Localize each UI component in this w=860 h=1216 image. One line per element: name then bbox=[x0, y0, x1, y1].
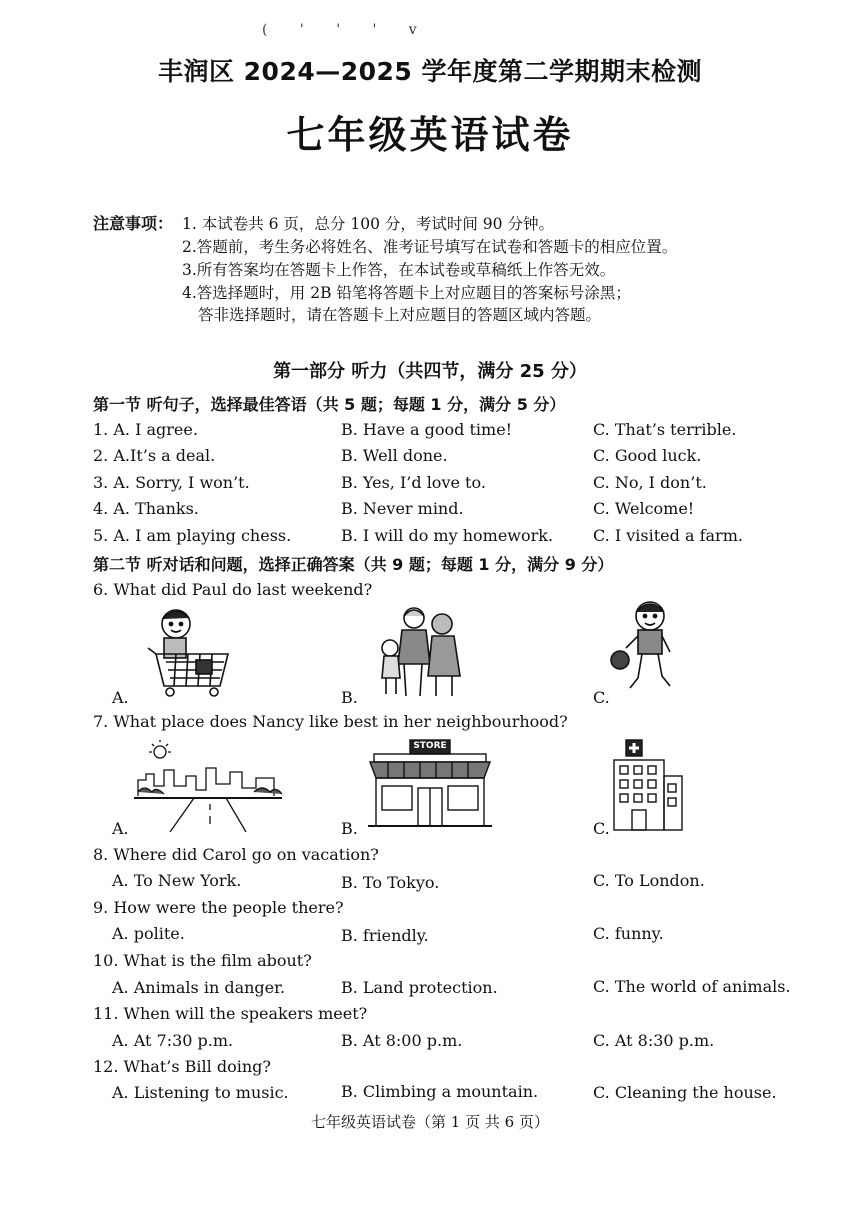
exam-title: 丰润区 2024—2025 学年度第二学期期末检测 bbox=[157, 57, 703, 86]
option-c: C. Welcome! bbox=[593, 499, 695, 518]
notice-item: 3.所有答案均在答题卡上作答，在本试卷或草稿纸上作答无效。 bbox=[182, 261, 616, 279]
option-b: B. Climbing a mountain. bbox=[341, 1082, 539, 1101]
option-a: 1. A. I agree. bbox=[93, 420, 198, 439]
picture-label: C. bbox=[593, 819, 610, 838]
exam-subtitle: 七年级英语试卷 bbox=[286, 113, 574, 157]
option-b: B. Land protection. bbox=[341, 978, 498, 997]
option-a: A. polite. bbox=[112, 924, 185, 943]
option-b: B. friendly. bbox=[341, 926, 429, 945]
notice-item: 1. 本试卷共 6 页，总分 100 分，考试时间 90 分钟。 bbox=[182, 215, 554, 233]
option-b: B. To Tokyo. bbox=[341, 873, 440, 892]
option-c: C. No, I don’t. bbox=[593, 473, 707, 492]
boy-basketball-picture bbox=[606, 598, 686, 698]
notice-item: 2.答题前，考生务必将姓名、准考证号填写在试卷和答题卡的相应位置。 bbox=[182, 238, 678, 256]
question-stem: 11. When will the speakers meet? bbox=[93, 1004, 368, 1023]
option-b: B. Well done. bbox=[341, 446, 448, 465]
picture-label: C. bbox=[593, 688, 610, 707]
notice-item: 4.答选择题时，用 2B 铅笔将答题卡上对应题目的答案标号涂黑； bbox=[182, 284, 631, 302]
part-title: 第一部分 听力（共四节，满分 25 分） bbox=[273, 361, 587, 382]
option-c: C. funny. bbox=[593, 924, 664, 943]
option-b: B. Yes, I’d love to. bbox=[341, 473, 486, 492]
store-picture bbox=[364, 738, 496, 832]
store-sign: STORE bbox=[413, 741, 447, 751]
option-b: B. I will do my homework. bbox=[341, 526, 554, 545]
notice-item: 答非选择题时，请在答题卡上对应题目的答题区域内答题。 bbox=[198, 306, 602, 324]
section-title: 第二节 听对话和问题，选择正确答案（共 9 题；每题 1 分，满分 9 分） bbox=[93, 555, 614, 574]
family-picture bbox=[376, 604, 476, 700]
hospital-picture bbox=[610, 738, 686, 834]
option-c: C. Good luck. bbox=[593, 446, 702, 465]
question-stem: 10. What is the film about? bbox=[93, 951, 312, 970]
picture-label: A. bbox=[112, 688, 129, 707]
picture-label: B. bbox=[341, 688, 358, 707]
option-a: 4. A. Thanks. bbox=[93, 499, 199, 518]
option-c: C. To London. bbox=[593, 871, 705, 890]
question-stem: 7. What place does Nancy like best in her neighbourhood? bbox=[93, 712, 568, 731]
option-b: B. Have a good time! bbox=[341, 420, 513, 439]
option-c: C. I visited a farm. bbox=[593, 526, 743, 545]
picture-label: B. bbox=[341, 819, 358, 838]
option-b: B. At 8:00 p.m. bbox=[341, 1031, 463, 1050]
option-a: 5. A. I am playing chess. bbox=[93, 526, 292, 545]
option-c: C. Cleaning the house. bbox=[593, 1083, 777, 1102]
page-footer: 七年级英语试卷（第 1 页 共 6 页） bbox=[311, 1113, 549, 1131]
option-a: 3. A. Sorry, I won’t. bbox=[93, 473, 250, 492]
option-a: A. To New York. bbox=[112, 871, 242, 890]
option-a: A. At 7:30 p.m. bbox=[112, 1031, 234, 1050]
section-title: 第一节 听句子，选择最佳答语（共 5 题；每题 1 分，满分 5 分） bbox=[93, 395, 566, 414]
option-a: A. Animals in danger. bbox=[112, 978, 286, 997]
option-c: C. At 8:30 p.m. bbox=[593, 1031, 715, 1050]
question-stem: 9. How were the people there? bbox=[93, 898, 344, 917]
option-a: 2. A.It’s a deal. bbox=[93, 446, 216, 465]
question-stem: 12. What’s Bill doing? bbox=[93, 1057, 271, 1076]
boy-shopping-cart-picture bbox=[136, 604, 236, 700]
picture-label: A. bbox=[112, 819, 129, 838]
park-road-picture bbox=[134, 740, 282, 832]
option-a: A. Listening to music. bbox=[112, 1083, 289, 1102]
handwritten-marks: ( ' ' ' v bbox=[262, 22, 431, 38]
option-b: B. Never mind. bbox=[341, 499, 464, 518]
question-stem: 6. What did Paul do last weekend? bbox=[93, 580, 373, 599]
notice-label: 注意事项： bbox=[93, 214, 174, 233]
option-c: C. That’s terrible. bbox=[593, 420, 737, 439]
option-c: C. The world of animals. bbox=[593, 977, 791, 996]
question-stem: 8. Where did Carol go on vacation? bbox=[93, 845, 379, 864]
